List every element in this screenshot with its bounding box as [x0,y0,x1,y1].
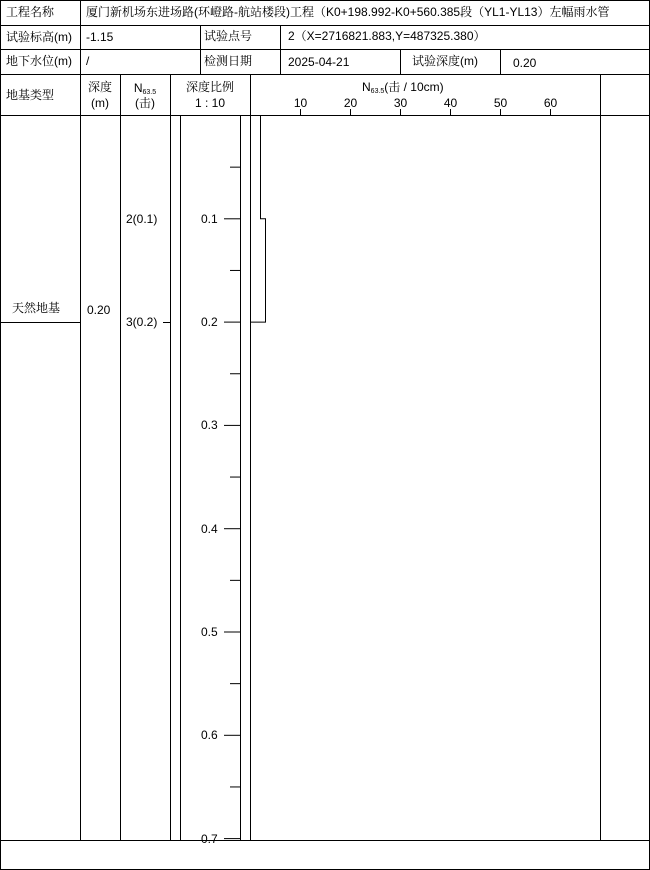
blow-count-1: 2(0.1) [126,212,158,226]
chart-axis-title: $N_{63.5}$(击 / 10cm) [362,80,444,95]
depth-tick-label: 0.4 [201,521,218,536]
elevation-label: 试验标高(m) [6,30,72,44]
soil-type-header: 地基类型 [6,88,55,102]
depth-value: 0.20 [513,56,537,70]
blow-count-2: 3(0.2) [126,315,158,329]
scale-header-line1: 深度比例 [185,80,234,94]
x-tick-label: 40 [443,96,458,110]
x-tick-label: 10 [293,96,308,110]
point-label: 试验点号 [204,29,253,43]
depth-tick-label: 0.3 [201,418,218,433]
depth-label: 试验深度(m) [412,54,478,68]
water-value: / [86,54,90,68]
water-label: 地下水位(m) [6,54,72,68]
elevation-value: -1.15 [86,30,114,44]
depth-tick-label: 0.5 [201,625,218,639]
project-label: 工程名称 [6,5,55,19]
date-value: 2025-04-21 [288,55,350,69]
project-value: 厦门新机场东进场路(环嶝路-航站楼段)工程（K0+198.992-K0+560.385段（YL1-YL13）左幅雨水管 [86,5,610,19]
depth-tick-label: 0.2 [201,315,218,330]
point-value: 2（X=2716821.883,Y=487325.380） [288,29,486,43]
n-header: $N_{63.5}$ [133,81,157,96]
soil-name: 天然地基 [12,301,61,315]
x-tick-label: 20 [343,96,358,110]
scale-header-line2: 1 : 10 [194,96,226,110]
soil-depth: 0.20 [87,303,111,317]
depth-tick-label: 0.6 [201,728,218,743]
n-unit-header: (击) [135,96,155,110]
depth-tick-label: 0.7 [201,831,218,846]
depth-tick-label: 0.1 [201,211,218,226]
x-tick-label: 30 [393,96,408,110]
depth-header-line2: (m) [91,96,109,110]
x-tick-label: 50 [493,96,508,110]
x-tick-label: 60 [543,96,558,110]
date-label: 检测日期 [204,54,253,68]
depth-header-line1: 深度 [87,80,112,94]
